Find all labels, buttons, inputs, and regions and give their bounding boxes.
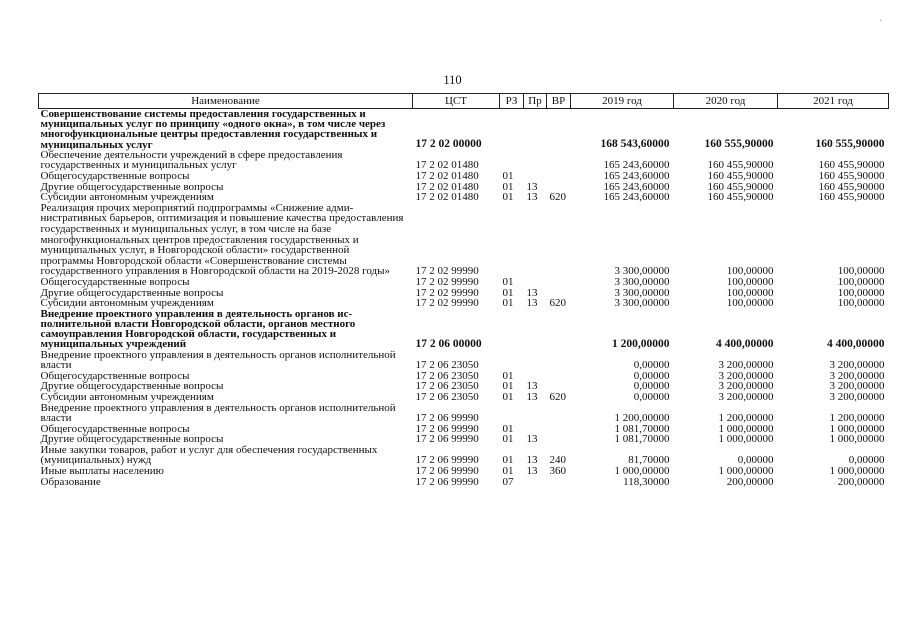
row-pr: 13 bbox=[526, 380, 538, 393]
row-value-2021: 0,00000 bbox=[848, 454, 885, 467]
table-row bbox=[39, 445, 889, 466]
row-rz bbox=[500, 109, 524, 150]
row-name: Другие общегосударственные вопросы bbox=[40, 286, 224, 299]
header-2019: 2019 год bbox=[571, 94, 674, 109]
table-row bbox=[39, 109, 889, 150]
row-pr bbox=[524, 309, 547, 350]
row-cst: 17 2 06 23050 bbox=[415, 380, 479, 393]
table-row bbox=[39, 150, 889, 171]
row-value-2020: 100,00000 bbox=[726, 275, 774, 288]
row-pr: 13 bbox=[526, 191, 538, 204]
row-value-2021: 4 400,00000 bbox=[827, 337, 885, 350]
row-value-2019: 1 200,00000 bbox=[614, 412, 670, 425]
row-vr: 620 bbox=[549, 191, 566, 204]
row-value-2020: 1 000,00000 bbox=[718, 422, 774, 435]
row-vr bbox=[547, 171, 571, 182]
row-value-2020: 200,00000 bbox=[726, 475, 774, 488]
row-rz: 01 bbox=[502, 465, 514, 478]
row-value-2020: 160 455,90000 bbox=[707, 159, 774, 172]
header-name: Наименование bbox=[39, 94, 413, 109]
row-value-2021: 160 455,90000 bbox=[818, 159, 885, 172]
row-rz bbox=[500, 350, 524, 371]
row-pr bbox=[524, 477, 547, 488]
row-value-2021: 200,00000 bbox=[837, 475, 885, 488]
table-row bbox=[39, 309, 889, 350]
table-header-row bbox=[39, 94, 889, 109]
row-name: Обеспечение деятельности учреждений в сфере предоставления государственных и муниципальных услуг bbox=[40, 148, 343, 172]
row-rz bbox=[500, 150, 524, 171]
row-rz: 01 bbox=[502, 297, 514, 310]
row-value-2021: 100,00000 bbox=[837, 265, 885, 278]
row-cst: 17 2 02 99990 bbox=[415, 286, 479, 299]
row-value-2021: 160 455,90000 bbox=[818, 180, 885, 193]
row-vr bbox=[547, 434, 571, 445]
row-pr bbox=[524, 171, 547, 182]
header-2021: 2021 год bbox=[778, 94, 889, 109]
row-value-2021: 100,00000 bbox=[837, 286, 885, 299]
header-pr: Пр bbox=[524, 94, 547, 109]
row-cst: 17 2 02 01480 bbox=[415, 170, 479, 182]
row-vr bbox=[547, 424, 571, 435]
row-name: Общегосударственные вопросы bbox=[40, 369, 190, 382]
row-value-2020: 100,00000 bbox=[726, 265, 774, 278]
table-row bbox=[39, 477, 889, 488]
row-value-2019: 165 243,60000 bbox=[603, 159, 670, 172]
row-value-2021: 160 455,90000 bbox=[818, 170, 885, 182]
row-rz bbox=[500, 309, 524, 350]
row-value-2019: 165 243,60000 bbox=[603, 191, 670, 204]
row-rz: 01 bbox=[502, 275, 514, 288]
row-value-2020: 160 455,90000 bbox=[707, 180, 774, 193]
row-name: Другие общегосударственные вопросы bbox=[40, 433, 224, 446]
row-value-2019: 0,00000 bbox=[633, 390, 670, 403]
row-rz: 01 bbox=[502, 286, 514, 299]
row-name: Образование bbox=[40, 475, 101, 488]
row-rz: 01 bbox=[502, 380, 514, 393]
row-cst: 17 2 02 99990 bbox=[415, 265, 479, 278]
budget-table bbox=[38, 93, 889, 487]
row-pr: 13 bbox=[526, 454, 538, 467]
row-cst: 17 2 02 01480 bbox=[415, 180, 479, 193]
row-pr bbox=[524, 403, 547, 424]
row-cst: 17 2 06 23050 bbox=[415, 359, 479, 372]
row-pr bbox=[524, 203, 547, 277]
row-cst: 17 2 06 23050 bbox=[415, 390, 479, 403]
table-row bbox=[39, 350, 889, 371]
table-row bbox=[39, 277, 889, 288]
row-value-2019: 81,70000 bbox=[628, 454, 670, 467]
row-value-2019: 0,00000 bbox=[633, 380, 670, 393]
row-name: Другие общегосударственные вопросы bbox=[40, 180, 224, 193]
row-value-2021: 3 200,00000 bbox=[829, 390, 885, 403]
row-value-2020: 3 200,00000 bbox=[718, 380, 774, 393]
header-cst: ЦСТ bbox=[413, 94, 500, 109]
row-name: Субсидии автономным учреждениям bbox=[40, 191, 214, 204]
row-value-2021: 1 000,00000 bbox=[829, 422, 885, 435]
row-value-2020: 100,00000 bbox=[726, 286, 774, 299]
row-rz: 01 bbox=[502, 454, 514, 467]
row-cst: 17 2 02 99990 bbox=[415, 297, 479, 310]
row-rz: 01 bbox=[502, 433, 514, 446]
row-cst: 17 2 02 00000 bbox=[415, 138, 482, 151]
row-value-2019: 1 081,70000 bbox=[614, 433, 670, 446]
row-name: Иные выплаты населению bbox=[40, 465, 164, 478]
row-rz: 07 bbox=[502, 475, 514, 488]
row-pr: 13 bbox=[526, 180, 538, 193]
row-value-2020: 1 200,00000 bbox=[718, 412, 774, 425]
header-vr: ВР bbox=[547, 94, 571, 109]
row-name: Внедрение проектного управления в деятельность органов исполнительной власти bbox=[40, 348, 396, 372]
row-value-2020: 3 200,00000 bbox=[718, 390, 774, 403]
row-name: Субсидии автономным учреждениям bbox=[40, 390, 214, 403]
row-value-2020: 0,00000 bbox=[737, 454, 774, 467]
page-number: 110 bbox=[443, 73, 462, 87]
row-value-2019: 0,00000 bbox=[633, 359, 670, 372]
table-row bbox=[39, 392, 889, 403]
row-pr: 13 bbox=[526, 465, 538, 478]
row-value-2020: 160 455,90000 bbox=[707, 170, 774, 182]
row-cst: 17 2 06 99990 bbox=[415, 454, 479, 467]
table-row bbox=[39, 403, 889, 424]
row-vr: 360 bbox=[549, 465, 566, 478]
row-vr bbox=[547, 309, 571, 350]
table-row bbox=[39, 171, 889, 182]
row-cst: 17 2 06 99990 bbox=[415, 422, 479, 435]
row-value-2019: 165 243,60000 bbox=[603, 180, 670, 193]
row-cst: 17 2 02 01480 bbox=[415, 191, 479, 204]
row-value-2019: 0,00000 bbox=[633, 369, 670, 382]
row-cst: 17 2 06 23050 bbox=[415, 369, 479, 382]
row-value-2020: 3 200,00000 bbox=[718, 359, 774, 372]
row-rz: 01 bbox=[502, 191, 514, 204]
row-value-2021: 3 200,00000 bbox=[829, 380, 885, 393]
row-name: Внедрение проектного управления в деятельность органов исполнительной власти bbox=[40, 401, 396, 425]
row-vr bbox=[547, 371, 571, 382]
row-vr bbox=[547, 477, 571, 488]
table-row bbox=[39, 203, 889, 277]
row-value-2020: 3 200,00000 bbox=[718, 369, 774, 382]
row-value-2021: 1 200,00000 bbox=[829, 412, 885, 425]
row-vr bbox=[547, 350, 571, 371]
row-value-2020: 1 000,00000 bbox=[718, 465, 774, 478]
row-value-2020: 1 000,00000 bbox=[718, 433, 774, 446]
row-value-2021: 100,00000 bbox=[837, 297, 885, 310]
row-vr bbox=[547, 403, 571, 424]
row-value-2019: 1 000,00000 bbox=[614, 465, 670, 478]
row-pr bbox=[524, 109, 547, 150]
row-value-2021: 100,00000 bbox=[837, 275, 885, 288]
row-name: Совершенствование системы предоставления государственных и муниципальных услуг по принципу «одного окна», в том числе через многофункциональные центры предоставления государственных и муниципальных услуг bbox=[40, 108, 386, 151]
row-value-2020: 160 455,90000 bbox=[707, 191, 774, 204]
row-value-2021: 160 555,90000 bbox=[815, 138, 885, 151]
row-value-2019: 3 300,00000 bbox=[614, 265, 670, 278]
row-name: Другие общегосударственные вопросы bbox=[40, 380, 224, 393]
header-rz: РЗ bbox=[500, 94, 524, 109]
row-name: Общегосударственные вопросы bbox=[40, 170, 190, 182]
row-vr bbox=[547, 203, 571, 277]
row-vr: 240 bbox=[549, 454, 566, 467]
row-value-2019: 1 200,00000 bbox=[612, 337, 670, 350]
row-value-2019: 1 081,70000 bbox=[614, 422, 670, 435]
row-pr bbox=[524, 277, 547, 288]
row-cst: 17 2 06 99990 bbox=[415, 433, 479, 446]
corner-mark: ' bbox=[880, 18, 882, 28]
row-value-2020: 4 400,00000 bbox=[716, 337, 774, 350]
row-value-2021: 1 000,00000 bbox=[829, 465, 885, 478]
row-value-2021: 1 000,00000 bbox=[829, 433, 885, 446]
row-value-2021: 3 200,00000 bbox=[829, 369, 885, 382]
row-rz: 01 bbox=[502, 422, 514, 435]
row-pr bbox=[524, 350, 547, 371]
row-rz: 01 bbox=[502, 390, 514, 403]
row-value-2019: 118,30000 bbox=[623, 475, 670, 488]
row-pr: 13 bbox=[526, 390, 538, 403]
row-pr: 13 bbox=[526, 286, 538, 299]
row-cst: 17 2 06 99990 bbox=[415, 475, 479, 488]
row-cst: 17 2 06 99990 bbox=[415, 465, 479, 478]
row-rz: 01 bbox=[502, 180, 514, 193]
row-value-2019: 168 543,60000 bbox=[600, 138, 670, 151]
row-vr bbox=[547, 150, 571, 171]
row-rz: 01 bbox=[502, 170, 514, 182]
row-vr: 620 bbox=[549, 297, 566, 310]
row-value-2019: 3 300,00000 bbox=[614, 286, 670, 299]
row-rz bbox=[500, 203, 524, 277]
row-name: Субсидии автономным учреждениям bbox=[40, 297, 214, 310]
row-pr: 13 bbox=[526, 433, 538, 446]
row-vr: 620 bbox=[549, 390, 566, 403]
row-name: Реализация прочих мероприятий подпрограммы «Снижение административных барьеров, оптимизация и повышение качества предоставления государственных и муниципальных услуг, в том числе на базе многофункциональных центров предоставления государственных и муниципальных услуг, в Новгородской области» государственной программы Новгородской области «Совершенствование системы государственного управления в Новгородской области на 2019-2028 годы» bbox=[40, 201, 404, 278]
row-value-2019: 3 300,00000 bbox=[614, 275, 670, 288]
row-vr bbox=[547, 109, 571, 150]
row-name: Общегосударственные вопросы bbox=[40, 422, 190, 435]
row-rz: 01 bbox=[502, 369, 514, 382]
row-value-2020: 100,00000 bbox=[726, 297, 774, 310]
row-rz bbox=[500, 403, 524, 424]
row-cst: 17 2 02 01480 bbox=[415, 159, 479, 172]
row-cst: 17 2 02 99990 bbox=[415, 275, 479, 288]
header-2020: 2020 год bbox=[674, 94, 778, 109]
row-value-2020: 160 555,90000 bbox=[704, 138, 774, 151]
row-value-2021: 3 200,00000 bbox=[829, 359, 885, 372]
row-pr: 13 bbox=[526, 297, 538, 310]
row-name: Иные закупки товаров, работ и услуг для обеспечения государственных (муниципальных) нужд bbox=[40, 443, 378, 467]
row-name: Внедрение проектного управления в деятельность органов исполнительной власти Новгородской области, органов местного самоуправления Новгородской области, государственных и муниципальных учреждений bbox=[40, 307, 356, 351]
row-value-2019: 165 243,60000 bbox=[603, 170, 670, 182]
row-pr bbox=[524, 150, 547, 171]
row-name: Общегосударственные вопросы bbox=[40, 275, 190, 288]
row-cst: 17 2 06 99990 bbox=[415, 412, 479, 425]
table-body bbox=[39, 109, 889, 488]
row-vr bbox=[547, 277, 571, 288]
row-value-2019: 3 300,00000 bbox=[614, 297, 670, 310]
row-cst: 17 2 06 00000 bbox=[415, 337, 482, 350]
row-value-2021: 160 455,90000 bbox=[818, 191, 885, 204]
